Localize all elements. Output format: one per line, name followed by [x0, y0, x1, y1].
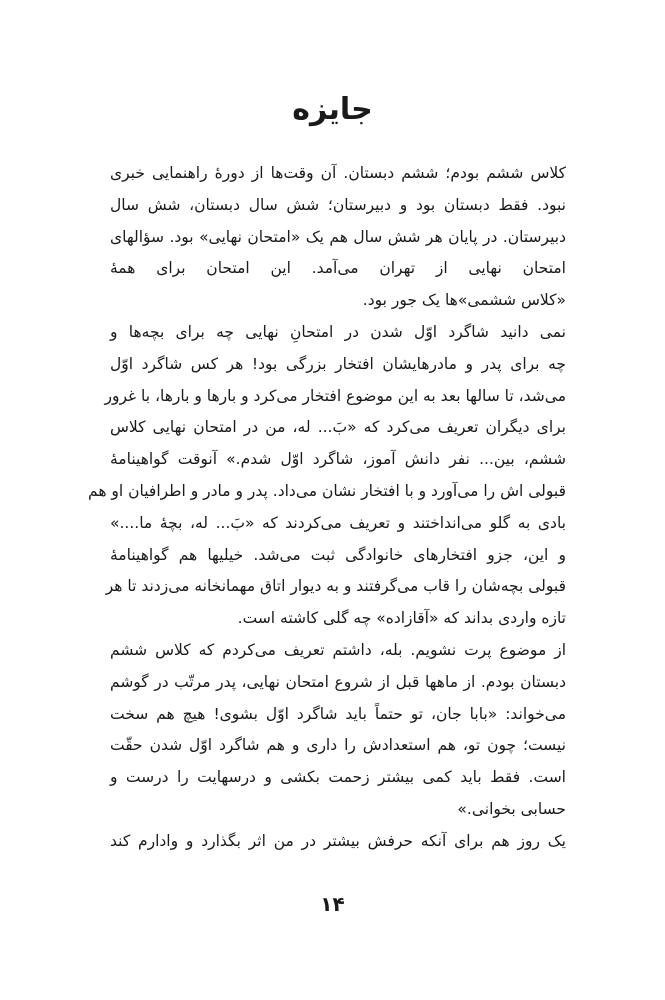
text-line: نمی دانید شاگرد اوّل شدن در امتحانِ نهایی چه برای بچه‌ها و: [110, 322, 566, 341]
text-line: «کلاس ششمی»ها یک جور بود.: [362, 291, 566, 310]
text-line: دبیرستان. در پایان هر شش سال هم یک «امتحان نهایی» بود. سؤالهای: [110, 227, 566, 246]
text-line: حسابی بخوانی.»: [457, 799, 566, 818]
page-number: ۱۴: [320, 892, 345, 916]
text-line: برای دیگران تعریف می‌کرد که «بَ... له، من در امتحان نهایی کلاس: [110, 418, 566, 437]
text-line: نبود. فقط دبستان بود و دبیرستان؛ شش سال دبستان، شش سال: [110, 195, 566, 214]
text-line: قبولی بچه‌شان را قاب می‌گرفتند و به دیوار اتاق مهمانخانه می‌زدند تا هر: [105, 577, 566, 596]
text-line: امتحان نهایی از تهران می‌آمد. این امتحان برای همهٔ: [110, 259, 566, 278]
text-line: نیست؛ چون تو، هم استعدادش را داری و هم شاگرد اوّل شدن حقّت: [110, 736, 566, 755]
text-line: است. فقط باید کمی بیشتر زحمت بکشی و درسهایت را درست و: [110, 768, 566, 787]
text-line: قبولی اش را می‌آورد و با افتخار نشان می‌داد. پدر و مادر و اطرافیان او هم: [88, 481, 566, 500]
text-line: تازه واردی بداند که «آقازاده» چه گلی کاشته است.: [237, 609, 566, 628]
text-line: و این، جزو افتخارهای خانوادگی ثبت می‌شد. خیلیها هم گواهینامهٔ: [110, 545, 566, 564]
text-line: بادی به گلو می‌انداختند و تعریف می‌کردند که «بَ... له، بچهٔ ما....»: [110, 513, 566, 532]
text-line: می‌شد، تا سالها بعد به این موضوع افتخار می‌کرد و بارها و بارها، با غرور: [104, 386, 566, 405]
chapter-title: جایزه: [292, 92, 373, 127]
text-line: چه برای پدر و مادرهایشان افتخار بزرگی بود! هر کس شاگرد اوّل: [110, 354, 566, 373]
text-line: یک روز هم برای آنکه حرفش بیشتر در من اثر بگذارد و وادارم کند: [110, 831, 566, 850]
text-line: ششم، بین... نفر دانش آموز، شاگرد اوّل شدم.» آنوقت گواهینامهٔ: [110, 450, 566, 469]
text-line: کلاس ششم بودم؛ ششم دبستان. آن وقت‌ها از دورهٔ راهنمایی خبری: [110, 164, 566, 182]
text-line: از موضوع پرت نشویم. بله، داشتم تعریف می‌کردم که کلاس ششم: [110, 640, 566, 659]
text-line: می‌خواند: «بابا جان، تو حتماً باید شاگرد اوّل بشوی! هیچ هم سخت: [110, 704, 566, 723]
text-line: دبستان بودم. از ماهها قبل از شروع امتحان نهایی، پدر مرتّب در گوشم: [110, 672, 566, 691]
body-text: [88, 158, 566, 858]
